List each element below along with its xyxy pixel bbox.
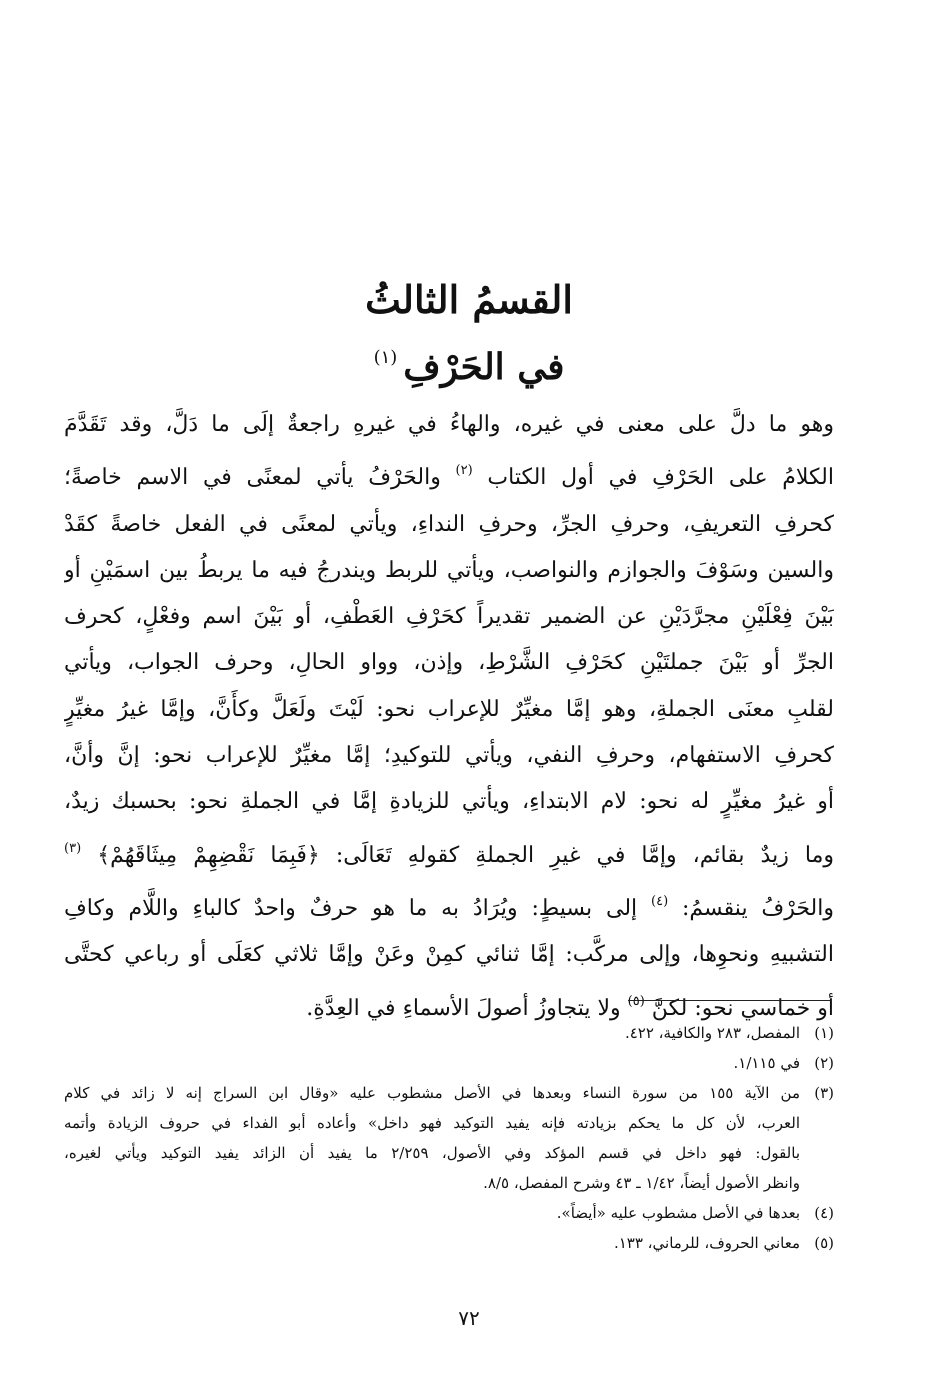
footnote-ref: (٣)	[64, 840, 82, 856]
footnote-line: معاني الحروف، للرماني، ١٣٣.	[613, 1234, 800, 1252]
footnote-number: (٥)	[814, 1234, 834, 1252]
footnote-item	[64, 1018, 834, 1048]
footnote-ref: (٤)	[651, 893, 669, 909]
footnote-item	[64, 1078, 834, 1198]
subtitle-text: في الحَرْفِ	[403, 346, 565, 388]
body-line: بَيْنَ فِعْلَيْنِ مجرَّدَيْنِ عن الضمير تقديراً كحَرْفِ العَطْفِ، أو بَيْنَ اسم وفعْلٍ، كحرف	[64, 604, 834, 630]
section-title: القسمُ الثالثُ	[365, 277, 573, 322]
body-line: التشبيهِ ونحوِها، وإلى مركَّب: إمَّا ثنائي كمِنْ وعَنْ وإمَّا ثلاثي كعَلَى أو رباعي كحتَّى	[64, 942, 834, 968]
footnote-number: (٤)	[814, 1204, 834, 1222]
footnote-number: (١)	[814, 1024, 834, 1042]
page-number: ٧٢	[458, 1306, 480, 1330]
footnote-number: (٣)	[814, 1084, 834, 1102]
body-line: كحرفِ الاستفهام، وحرفِ النفي، ويأتي للتوكيدِ؛ إمَّا مغيِّرٌ للإعراب نحو: إنَّ وأنَّ،	[64, 743, 834, 769]
subtitle-footnote-ref: (١)	[373, 347, 398, 368]
body-line: والسين وسَوْفَ والجوازم والنواصب، ويأتي للربط ويندرجُ فيه ما يربطُ بين اسمَيْنِ أو	[64, 557, 834, 583]
body-line: أو غيرُ مغيِّرٍ له نحو: لام الابتداءِ، ويأتي للزيادةِ إمَّا في الجملةِ نحو: بحسبك زيدٌ،	[64, 789, 834, 815]
footnote-line: بالقول: فهو داخل في قسم المؤكد وفي الأصول، ٢/٢٥٩ ما يفيد أن الزائد يفيد التوكيد ويأتي لغيره،	[64, 1144, 800, 1162]
body-line: وما زيدٌ بقائم، وإمَّا في غيرِ الجملةِ كقولهِ تَعَالَى: ﴿فَبِمَا نَقْضِهِمْ مِيثَاقَهُمْ﴾ $^{(٣)}$	[64, 840, 834, 868]
body-line: كحرفِ التعريفِ، وحرفِ الجرِّ، وحرفِ النداءِ، ويأتي لمعنًى في الفعل خاصةً كقَدْ	[64, 511, 834, 537]
body-line: لقلبِ معنَى الجملةِ، وهو إمَّا مغيِّرٌ للإعراب نحو: لَيْتَ ولَعَلَّ وكأَنَّ، وإمَّا غيرُ مغيِّرٍ	[64, 696, 834, 722]
body-line: وهو ما دلَّ على معنى في غيره، والهاءُ في غيرهِ راجعةٌ إلَى ما دَلَّ، وقد تَقَدَّمَ	[64, 412, 834, 437]
footnote-line: بعدها في الأصل مشطوب عليه «أيضاً».	[556, 1204, 800, 1222]
section-subtitle	[0, 336, 938, 389]
footnote-line: في ١/١١٥.	[733, 1054, 800, 1072]
footnotes	[64, 1018, 834, 1258]
body-line: الجرِّ أو بَيْنَ جملتَيْنِ كحَرْفِ الشَّرْطِ، وإذن، وواو الحالِ، وحرف الجواب، ويأتي	[64, 650, 834, 676]
footnote-number: (٢)	[814, 1054, 834, 1072]
body-line: أو خماسي نحو: لكنَّ $^{(٥)}$ ولا يتجاوزُ أصولَ الأسماءِ في العِدَّةِ.	[306, 993, 834, 1021]
body-line: والحَرْفُ ينقسمُ: $^{(٤)}$ إلى بسيطٍ: ويُرَادُ به ما هو حرفٌ واحدٌ كالباءِ واللَّام وكافِ	[64, 893, 834, 921]
body-line: الكلامُ على الحَرْفِ في أول الكتاب $^{(٢)}$ والحَرْفُ يأتي لمعنًى في الاسم خاصةً؛	[64, 463, 834, 491]
footnote-ref: (٥)	[627, 993, 645, 1009]
footnote-line: العرب، لأن كل ما يحكم بزيادته فإنه يفيد التوكيد فهو داخل» وأعاده أبو الفداء في حروف الزيادة وأتمه	[64, 1114, 800, 1132]
footnote-item	[64, 1048, 834, 1078]
footnote-line: المفصل، ٢٨٣ والكافية، ٤٢٢.	[624, 1024, 800, 1042]
footnote-item	[64, 1198, 834, 1228]
footnote-item	[64, 1228, 834, 1258]
footnote-ref: (٢)	[455, 463, 473, 479]
body-paragraph	[64, 402, 834, 1032]
footnote-line: وانظر الأصول أيضاً، ١/٤٢ ـ ٤٣ وشرح المفصل، ٨/٥.	[483, 1174, 800, 1192]
footnote-separator	[628, 1000, 832, 1001]
footnote-line: من الآية ١٥٥ من سورة النساء وبعدها في الأصل مشطوب عليه «وقال ابن السراج إنه لا زائد في كلام	[64, 1084, 800, 1102]
